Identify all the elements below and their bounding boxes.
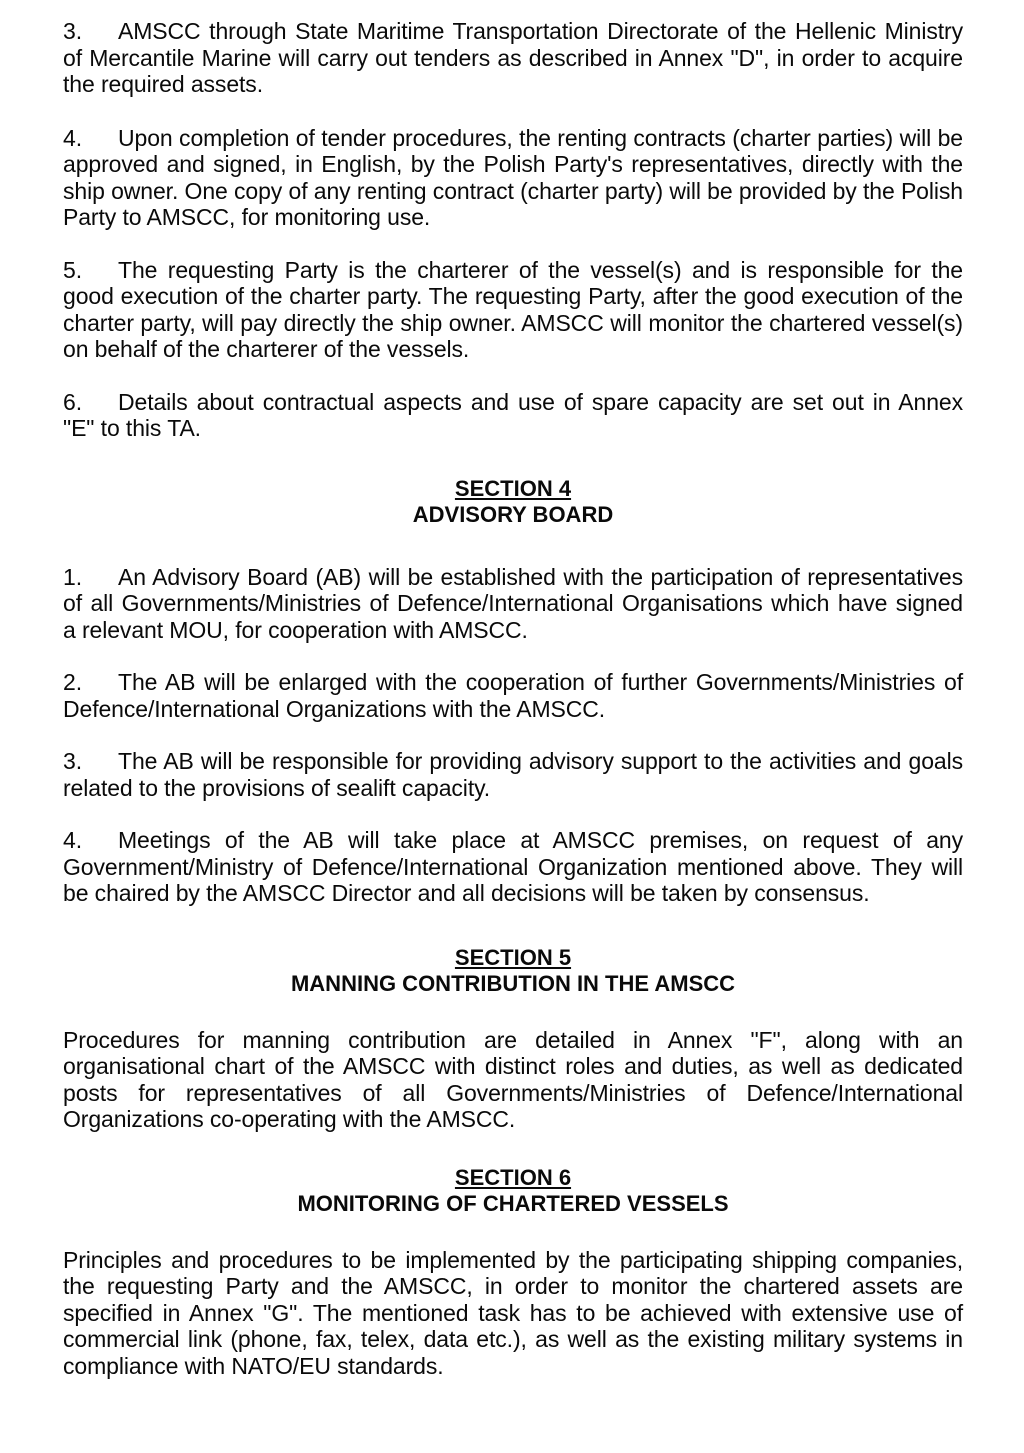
paragraph-number: 3. — [63, 748, 82, 774]
document-page — [63, 18, 963, 1379]
paragraph-s3-4 — [63, 125, 963, 231]
paragraph-text: The requesting Party is the charterer of the vessel(s) and is responsible for the good execution of the charter party. The requesting Party, after the good execution of the charter party, will pay directly the ship owner. AMSCC will monitor the chartered vessel(s) on behalf of the charterer of the vessels. — [63, 256, 963, 362]
paragraph-s3-3 — [63, 18, 963, 98]
paragraph-text: The AB will be enlarged with the cooperation of further Governments/Ministries of Defence/International Organizations with the AMSCC. — [63, 669, 963, 722]
paragraph-s3-5 — [63, 257, 963, 363]
paragraph-number: 3. — [63, 18, 82, 44]
paragraph-number: 2. — [63, 669, 82, 695]
paragraph-text: Procedures for manning contribution are detailed in Annex "F", along with an organisational chart of the AMSCC with distinct roles and duties, as well as dedicated posts for representatives of all Governments/Ministries of Defence/International Organizations co-operating with the AMSCC. — [63, 1026, 963, 1132]
paragraph-text: Principles and procedures to be implemented by the participating shipping companies, the requesting Party and the AMSCC, in order to monitor the chartered assets are specified in Annex "G". The mentioned task has to be achieved with extensive use of commercial link (phone, fax, telex, data etc.), as well as the existing military systems in compliance with NATO/EU standards. — [63, 1246, 963, 1379]
paragraph-text: AMSCC through State Maritime Transportation Directorate of the Hellenic Ministry of Mercantile Marine will carry out tenders as described in Annex "D", in order to acquire the required assets. — [63, 18, 963, 97]
paragraph-s3-6 — [63, 389, 963, 442]
paragraph-s6 — [63, 1247, 963, 1380]
section-title: SECTION 4 — [454, 475, 572, 501]
paragraph-text: An Advisory Board (AB) will be established with the participation of representatives of all Governments/Ministries of Defence/International Organisations which have signed a relevant MOU, for cooperation with AMSCC. — [63, 563, 963, 643]
paragraph-text: Details about contractual aspects and use of spare capacity are set out in Annex "E" to this TA. — [63, 388, 963, 441]
paragraph-text: Upon completion of tender procedures, the renting contracts (charter parties) will be approved and signed, in English, by the Polish Party's representatives, directly with the ship owner. One copy of any renting contract (charter party) will be provided by the Polish Party to AMSCC, for monitoring use. — [63, 124, 963, 230]
paragraph-number: 5. — [63, 256, 82, 283]
paragraph-text: Meetings of the AB will take place at AMSCC premises, on request of any Government/Ministry of Defence/International Organization mentioned above. They will be chaired by the AMSCC Director and all decisions will be taken by consensus. — [63, 827, 963, 906]
paragraph-text: The AB will be responsible for providing advisory support to the activities and goals related to the provisions of sealift capacity. — [63, 748, 963, 801]
section-subtitle: MONITORING OF CHARTERED VESSELS — [297, 1190, 729, 1216]
section-title: SECTION 5 — [454, 944, 572, 970]
paragraph-number: 1. — [63, 563, 82, 590]
section-4-heading — [63, 476, 963, 528]
paragraph-number: 4. — [63, 827, 82, 853]
section-subtitle: ADVISORY BOARD — [412, 501, 614, 527]
paragraph-number: 6. — [63, 388, 82, 415]
paragraph-number: 4. — [63, 124, 82, 151]
paragraph-s4-2 — [63, 669, 963, 722]
section-5-heading — [63, 945, 963, 997]
section-subtitle: MANNING CONTRIBUTION IN THE AMSCC — [290, 970, 736, 996]
paragraph-s5 — [63, 1027, 963, 1133]
paragraph-s4-3 — [63, 748, 963, 801]
paragraph-s4-4 — [63, 827, 963, 907]
paragraph-s4-1 — [63, 564, 963, 644]
section-title: SECTION 6 — [454, 1164, 572, 1190]
section-6-heading — [63, 1165, 963, 1217]
